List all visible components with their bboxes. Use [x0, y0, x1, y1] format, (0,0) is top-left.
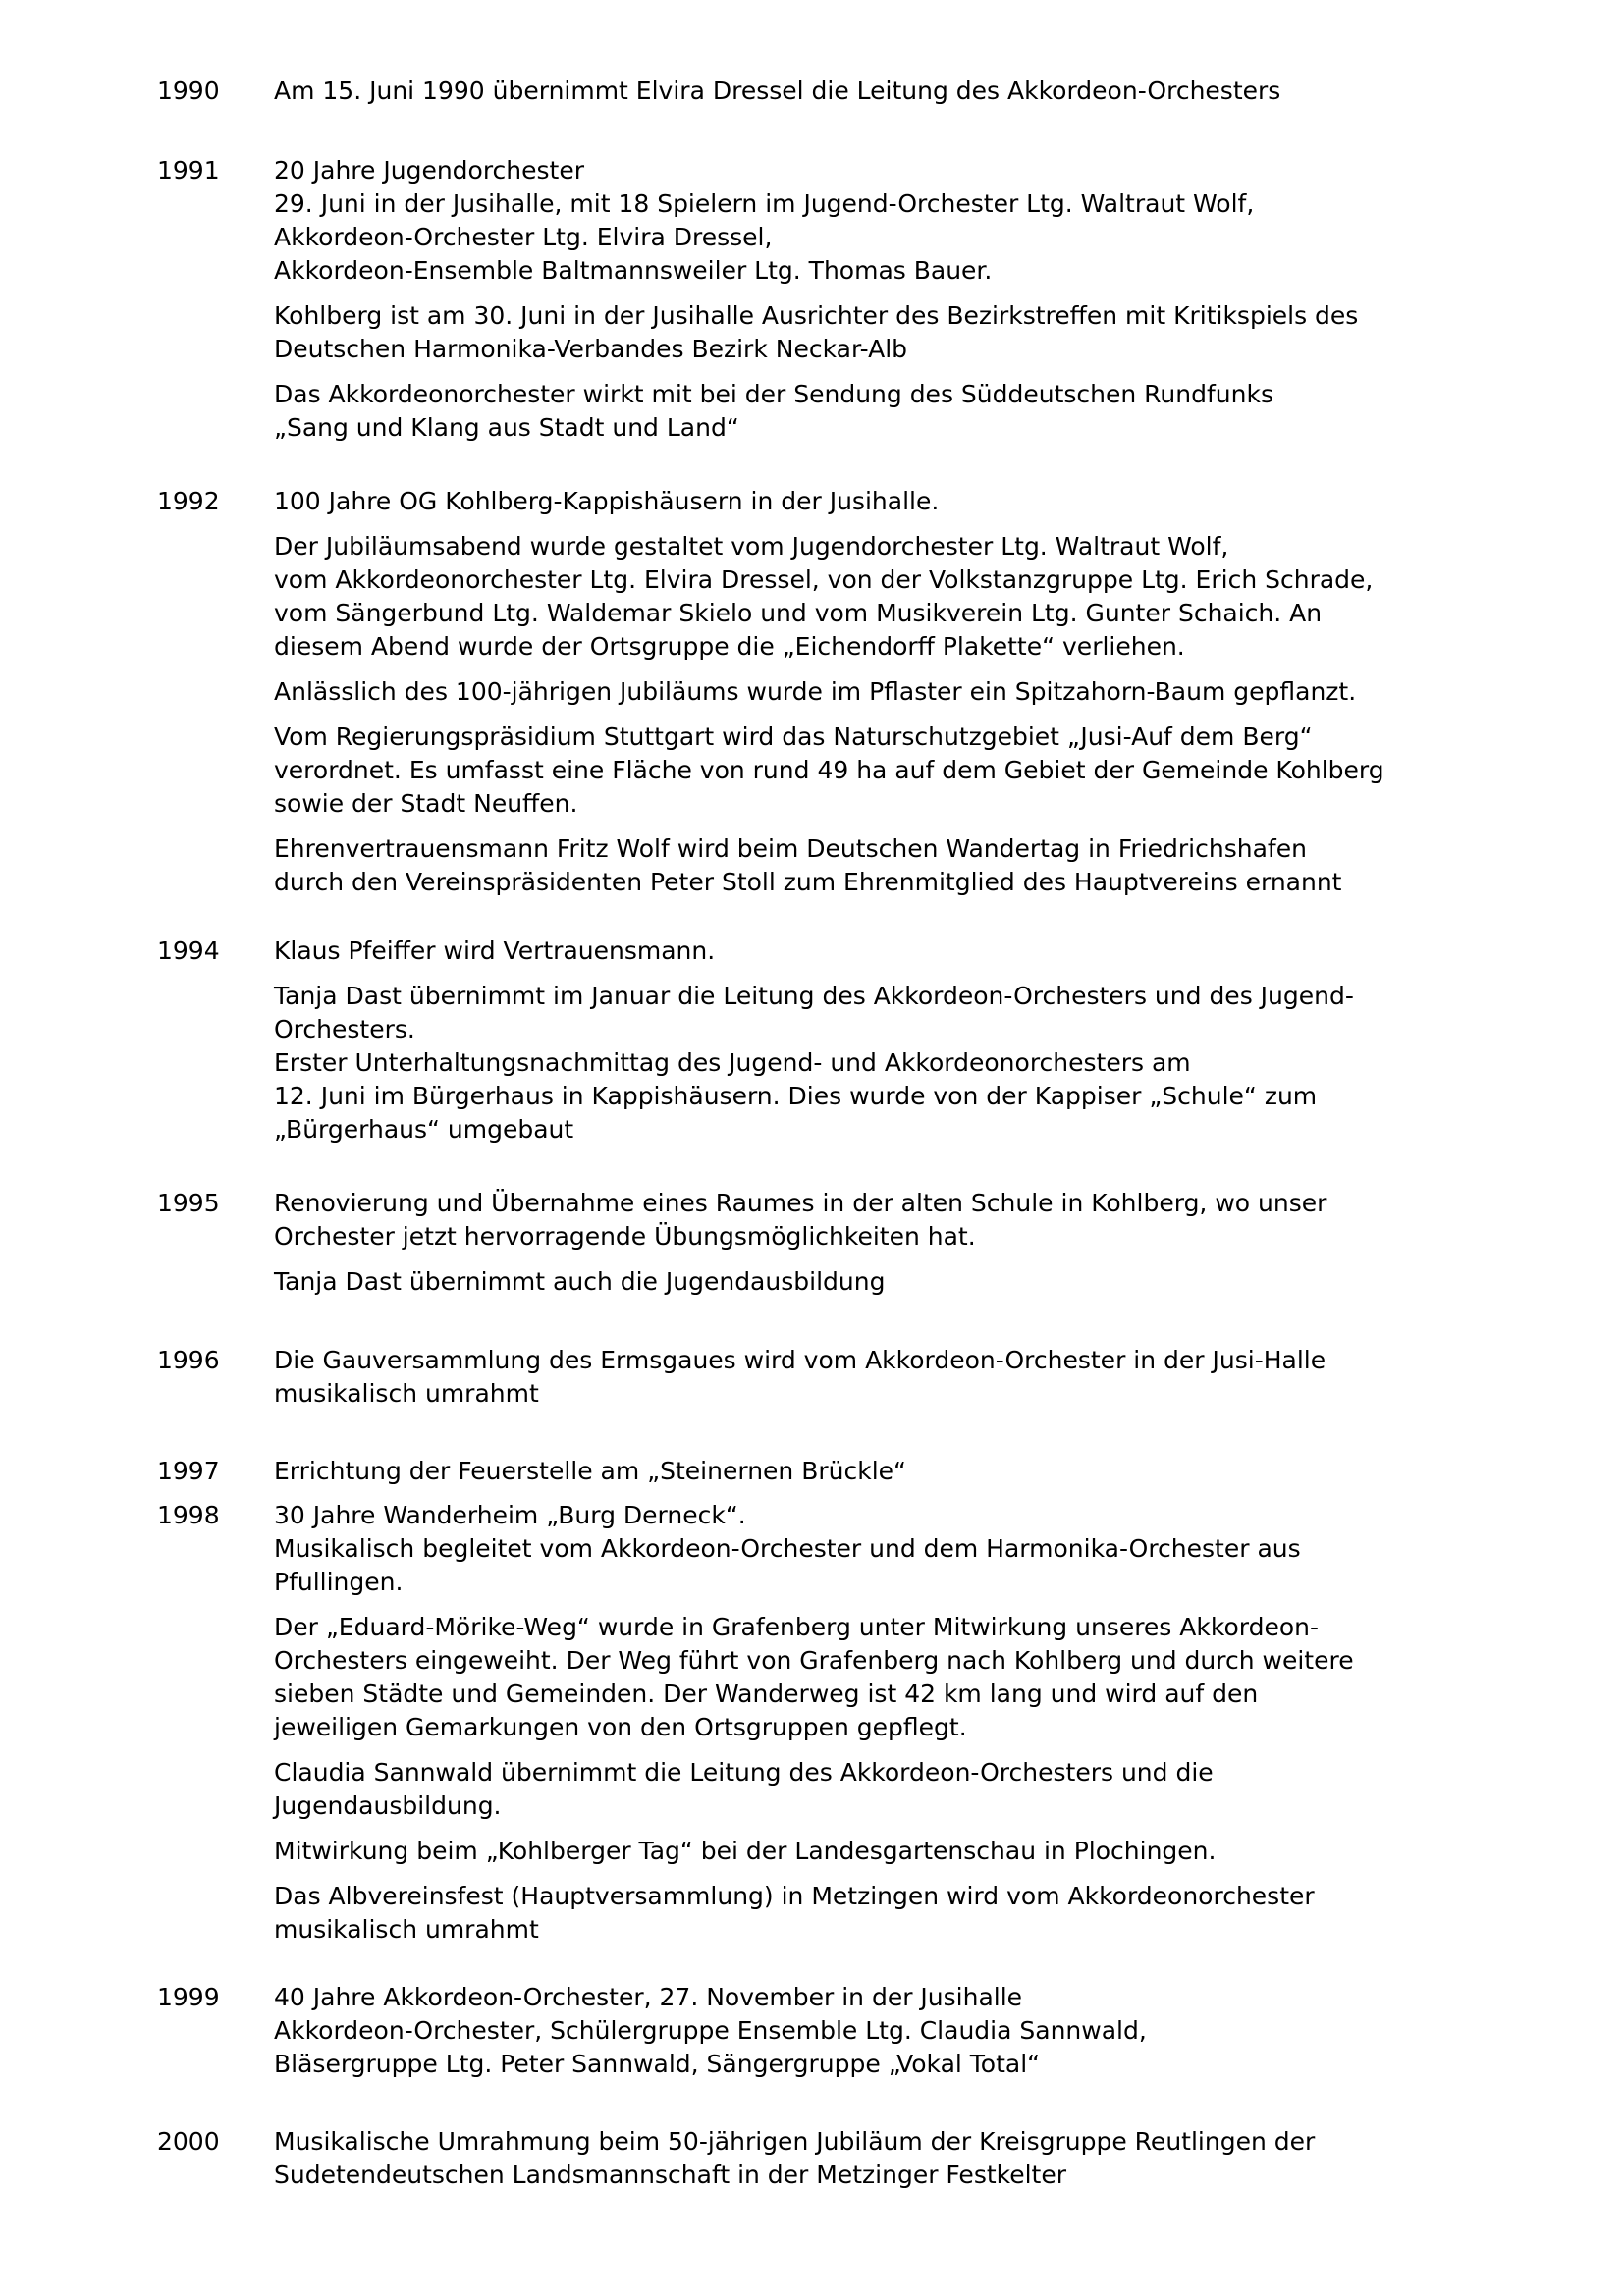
- entry-year: 1999: [157, 1983, 220, 2011]
- text-line: Sudetendeutschen Landsmannschaft in der Metzinger Festkelter: [274, 2161, 1067, 2189]
- text-line: vom Sängerbund Ltg. Waldemar Skielo und vom Musikverein Ltg. Gunter Schaich. An: [274, 599, 1323, 627]
- text-line: diesem Abend wurde der Ortsgruppe die „Eichendorff Plakette“ verliehen.: [274, 632, 1185, 661]
- text-line: 29. Juni in der Jusihalle, mit 18 Spielern im Jugend-Orchester Ltg. Waltraut Wolf,: [274, 189, 1255, 218]
- text-line: Orchesters.: [274, 1015, 415, 1043]
- entry-year: 1991: [157, 156, 220, 185]
- entry-year: 2000: [157, 2127, 220, 2156]
- entry-year: 1997: [157, 1457, 220, 1485]
- text-line: musikalisch umrahmt: [274, 1915, 539, 1944]
- text-line: Der „Eduard-Mörike-Weg“ wurde in Grafenberg unter Mitwirkung unseres Akkordeon-: [274, 1613, 1319, 1641]
- text-line: 20 Jahre Jugendorchester: [274, 156, 585, 185]
- text-line: 12. Juni im Bürgerhaus in Kappishäusern. Dies wurde von der Kappiser „Schule“ zum: [274, 1082, 1318, 1110]
- text-line: Die Gauversammlung des Ermsgaues wird vom Akkordeon-Orchester in der Jusi-Halle: [274, 1346, 1326, 1374]
- entry-body: [274, 1455, 1501, 1488]
- text-line: Akkordeon-Ensemble Baltmannsweiler Ltg. Thomas Bauer.: [274, 256, 993, 285]
- text-line: jeweiligen Gemarkungen von den Ortsgruppen gepflegt.: [274, 1713, 967, 1741]
- text-line: Jugendausbildung.: [274, 1791, 502, 1820]
- paragraph: [274, 378, 1501, 445]
- paragraph: [274, 530, 1501, 664]
- text-line: Ehrenvertrauensmann Fritz Wolf wird beim Deutschen Wandertag in Friedrichshafen: [274, 834, 1307, 863]
- entry-year: 1990: [157, 77, 220, 105]
- paragraph: [274, 299, 1501, 366]
- entry-body: [274, 1499, 1501, 1947]
- paragraph: [274, 721, 1501, 821]
- text-line: 100 Jahre OG Kohlberg-Kappishäusern in der Jusihalle.: [274, 487, 940, 515]
- text-line: Das Albvereinsfest (Hauptversammlung) in Metzingen wird vom Akkordeonorchester: [274, 1882, 1315, 1910]
- paragraph: [274, 1981, 1501, 2081]
- text-line: Musikalisch begleitet vom Akkordeon-Orchester und dem Harmonika-Orchester aus: [274, 1534, 1301, 1563]
- text-line: Der Jubiläumsabend wurde gestaltet vom Jugendorchester Ltg. Waltraut Wolf,: [274, 532, 1229, 561]
- text-line: Tanja Dast übernimmt auch die Jugendausbildung: [274, 1267, 886, 1296]
- paragraph: [274, 934, 1501, 968]
- text-line: verordnet. Es umfasst eine Fläche von rund 49 ha auf dem Gebiet der Gemeinde Kohlberg: [274, 756, 1384, 784]
- text-line: Kohlberg ist am 30. Juni in der Jusihalle Ausrichter des Bezirkstreffen mit Kritikspiels des: [274, 301, 1359, 330]
- paragraph: [274, 1880, 1501, 1947]
- entry-year: 1995: [157, 1189, 220, 1217]
- paragraph: [274, 1756, 1501, 1823]
- entry-body: [274, 934, 1501, 1147]
- paragraph: [274, 980, 1501, 1147]
- paragraph: [274, 154, 1501, 288]
- entry-body: [274, 485, 1501, 899]
- text-line: Renovierung und Übernahme eines Raumes in der alten Schule in Kohlberg, wo unser: [274, 1189, 1327, 1217]
- text-line: sowie der Stadt Neuffen.: [274, 789, 578, 818]
- text-line: sieben Städte und Gemeinden. Der Wanderweg ist 42 km lang und wird auf den: [274, 1680, 1259, 1708]
- paragraph: [274, 832, 1501, 899]
- text-line: 40 Jahre Akkordeon-Orchester, 27. November in der Jusihalle: [274, 1983, 1023, 2011]
- entry-body: [274, 1344, 1501, 1411]
- entry-body: [274, 154, 1501, 445]
- text-line: Am 15. Juni 1990 übernimmt Elvira Dressel die Leitung des Akkordeon-Orchesters: [274, 77, 1281, 105]
- text-line: „Bürgerhaus“ umgebaut: [274, 1115, 574, 1144]
- paragraph: [274, 675, 1501, 709]
- text-line: Das Akkordeonorchester wirkt mit bei der Sendung des Süddeutschen Rundfunks: [274, 380, 1273, 408]
- paragraph: [274, 1187, 1501, 1254]
- text-line: Erster Unterhaltungsnachmittag des Jugend- und Akkordeonorchesters am: [274, 1048, 1191, 1077]
- text-line: Akkordeon-Orchester Ltg. Elvira Dressel,: [274, 223, 773, 251]
- paragraph: [274, 75, 1501, 108]
- text-line: vom Akkordeonorchester Ltg. Elvira Dressel, von der Volkstanzgruppe Ltg. Erich Schrade,: [274, 565, 1374, 594]
- paragraph: [274, 2125, 1501, 2192]
- entry-body: [274, 1981, 1501, 2081]
- paragraph: [274, 1265, 1501, 1299]
- entry-year: 1992: [157, 487, 220, 515]
- text-line: Klaus Pfeiffer wird Vertrauensmann.: [274, 936, 716, 965]
- text-line: Vom Regierungspräsidium Stuttgart wird das Naturschutzgebiet „Jusi-Auf dem Berg“: [274, 722, 1313, 751]
- entry-body: [274, 2125, 1501, 2192]
- text-line: Akkordeon-Orchester, Schülergruppe Ensemble Ltg. Claudia Sannwald,: [274, 2016, 1147, 2045]
- text-line: Claudia Sannwald übernimmt die Leitung des Akkordeon-Orchesters und die: [274, 1758, 1214, 1787]
- text-line: Errichtung der Feuerstelle am „Steinernen Brückle“: [274, 1457, 906, 1485]
- paragraph: [274, 1455, 1501, 1488]
- text-line: musikalisch umrahmt: [274, 1379, 539, 1408]
- entry-year: 1994: [157, 936, 220, 965]
- text-line: 30 Jahre Wanderheim „Burg Derneck“.: [274, 1501, 746, 1529]
- text-line: Orchesters eingeweiht. Der Weg führt von Grafenberg nach Kohlberg und durch weitere: [274, 1646, 1354, 1675]
- text-line: Anlässlich des 100-jährigen Jubiläums wurde im Pflaster ein Spitzahorn-Baum gepflanzt.: [274, 677, 1357, 706]
- text-line: Tanja Dast übernimmt im Januar die Leitung des Akkordeon-Orchesters und des Jugend-: [274, 982, 1354, 1010]
- entry-year: 1996: [157, 1346, 220, 1374]
- text-line: „Sang und Klang aus Stadt und Land“: [274, 413, 739, 442]
- paragraph: [274, 1344, 1501, 1411]
- text-line: Musikalische Umrahmung beim 50-jährigen Jubiläum der Kreisgruppe Reutlingen der: [274, 2127, 1316, 2156]
- entry-year: 1998: [157, 1501, 220, 1529]
- text-line: Mitwirkung beim „Kohlberger Tag“ bei der Landesgartenschau in Plochingen.: [274, 1837, 1217, 1865]
- paragraph: [274, 1611, 1501, 1744]
- paragraph: [274, 485, 1501, 518]
- entry-body: [274, 75, 1501, 108]
- text-line: durch den Vereinspräsidenten Peter Stoll zum Ehrenmitglied des Hauptvereins ernannt: [274, 868, 1342, 896]
- paragraph: [274, 1499, 1501, 1599]
- text-line: Pfullingen.: [274, 1568, 404, 1596]
- entry-body: [274, 1187, 1501, 1299]
- text-line: Orchester jetzt hervorragende Übungsmöglichkeiten hat.: [274, 1222, 976, 1251]
- text-line: Bläsergruppe Ltg. Peter Sannwald, Sängergruppe „Vokal Total“: [274, 2050, 1041, 2078]
- paragraph: [274, 1835, 1501, 1868]
- text-line: Deutschen Harmonika-Verbandes Bezirk Neckar-Alb: [274, 335, 908, 363]
